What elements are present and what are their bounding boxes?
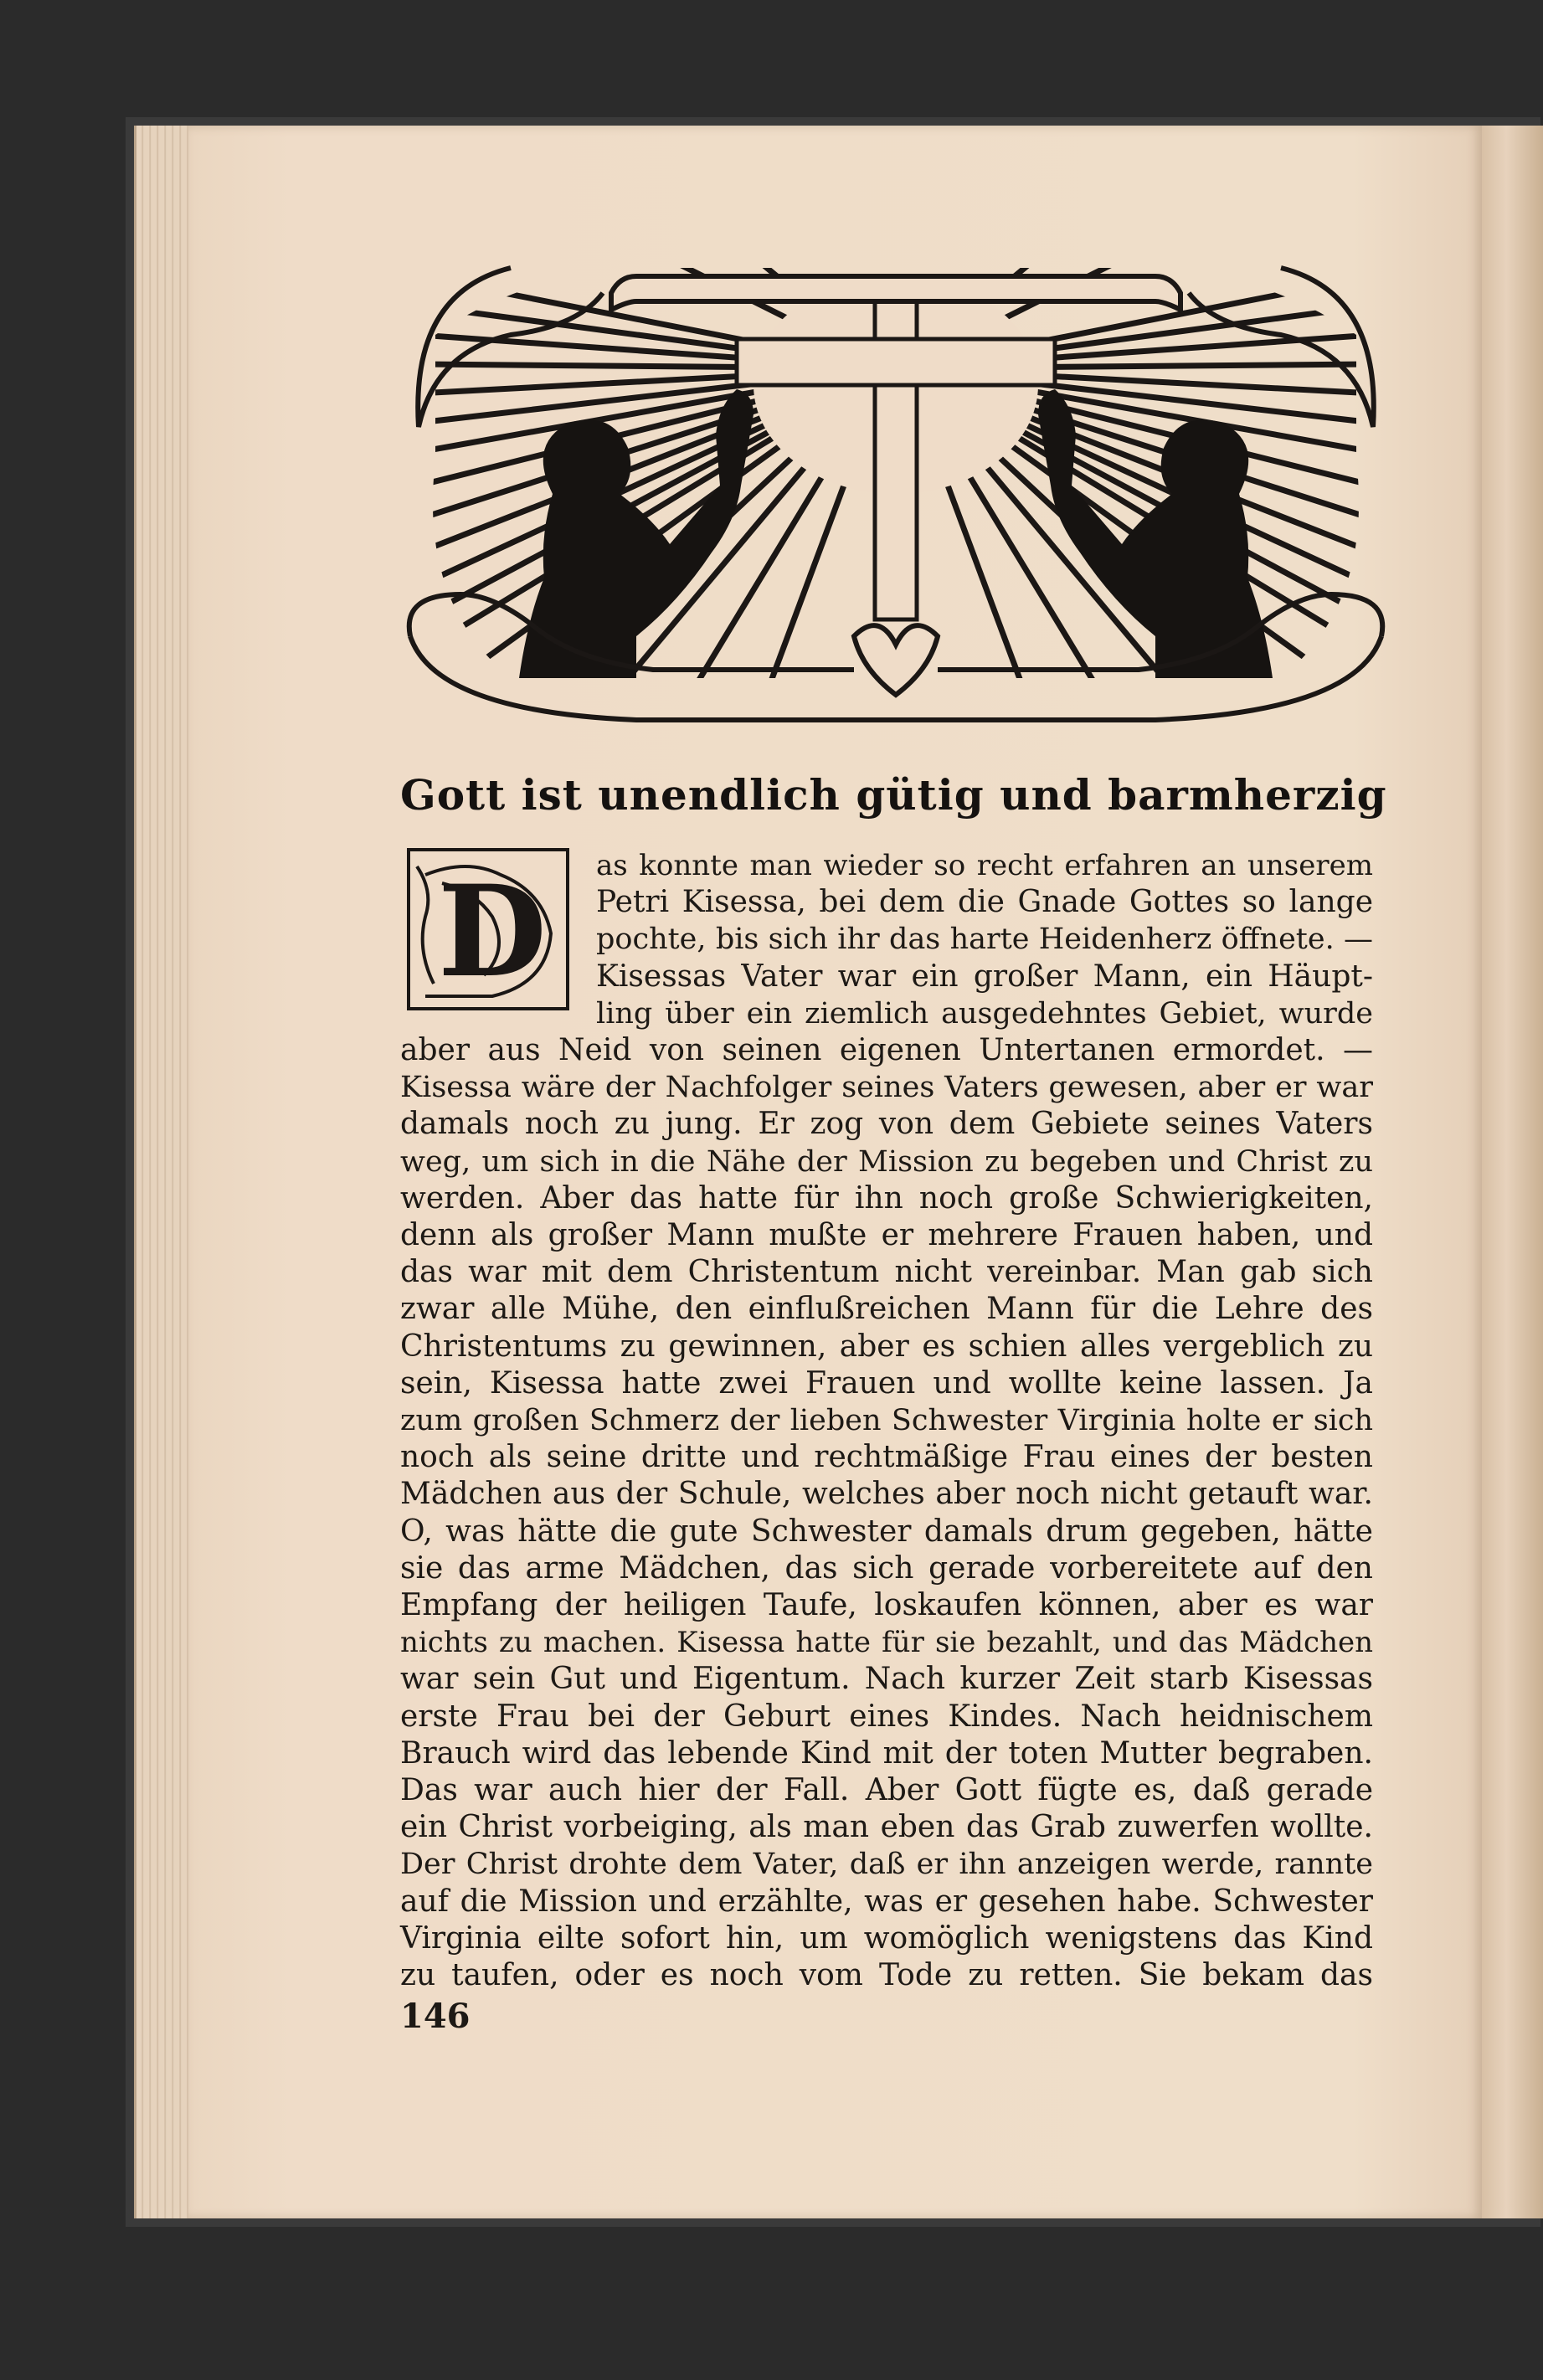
text-line: Brauch wird das lebende Kind mit der toten Mutter begraben. bbox=[400, 1735, 1373, 1771]
drop-cap-ornament bbox=[400, 841, 584, 1017]
text-line: Empfang der heiligen Taufe, loskaufen können, aber es war bbox=[400, 1588, 1373, 1622]
text-line: zu taufen, oder es noch vom Tode zu retten. Sie bekam das bbox=[400, 1958, 1373, 1992]
text-line: O, was hätte die gute Schwester damals drum gegeben, hätte bbox=[400, 1514, 1373, 1549]
text-line: auf die Mission und erzählte, was er gesehen habe. Schwester bbox=[400, 1884, 1373, 1919]
text-line: zwar alle Mühe, den einflußreichen Mann für die Lehre des bbox=[400, 1292, 1373, 1327]
text-line: ling über ein ziemlich ausgedehntes Gebiet, wurde bbox=[596, 996, 1373, 1031]
text-line: zum großen Schmerz der lieben Schwester Virginia holte er sich bbox=[400, 1404, 1373, 1437]
text-line: war sein Gut und Eigentum. Nach kurzer Zeit starb Kisessas bbox=[400, 1662, 1373, 1697]
text-line: as konnte man wieder so recht erfahren an unserem bbox=[596, 849, 1373, 882]
text-line: Christentums zu gewinnen, aber es schien alles vergeblich zu bbox=[400, 1329, 1373, 1364]
text-line: Das war auch hier der Fall. Aber Gott fügte es, daß gerade bbox=[400, 1773, 1373, 1807]
text-line: Der Christ drohte dem Vater, daß er ihn anzeigen werde, rannte bbox=[400, 1848, 1373, 1882]
text-line: werden. Aber das hatte für ihn noch große Schwierigkeiten, bbox=[400, 1180, 1373, 1216]
text-line: denn als großer Mann mußte er mehrere Frauen haben, und bbox=[400, 1218, 1373, 1252]
facing-page-edge bbox=[1482, 126, 1543, 2218]
text-line: weg, um sich in die Nähe der Mission zu begeben und Christ zu bbox=[400, 1144, 1373, 1179]
text-line: Kisessa wäre der Nachfolger seines Vaters gewesen, aber er war bbox=[400, 1071, 1373, 1105]
page-stack-edges bbox=[134, 126, 195, 2218]
text-line: Petri Kisessa, bei dem die Gnade Gottes so lange bbox=[596, 885, 1373, 920]
text-line: Virginia eilte sofort hin, um womöglich wenigstens das Kind bbox=[400, 1920, 1373, 1956]
text-line: sie das arme Mädchen, das sich gerade vorbereitete auf den bbox=[400, 1550, 1373, 1586]
text-line: Mädchen aus der Schule, welches aber noch nicht getauft war. bbox=[400, 1477, 1373, 1512]
drop-cap-letter: D bbox=[437, 858, 548, 1005]
text-line: ein Christ vorbeiging, als man eben das Grab zuwerfen wollte. bbox=[400, 1810, 1373, 1845]
text-line: pochte, bis sich ihr das harte Heidenherz öffnete. — bbox=[596, 923, 1373, 957]
text-line: erste Frau bei der Geburt eines Kindes. Nach heidnischem bbox=[400, 1699, 1373, 1734]
text-line: das war mit dem Christentum nicht vereinbar. Man gab sich bbox=[400, 1255, 1373, 1290]
chapter-heading: Gott ist unendlich gütig und barmherzig bbox=[400, 770, 1387, 820]
text-line: sein, Kisessa hatte zwei Frauen und wollte keine lassen. Ja bbox=[400, 1365, 1373, 1401]
text-line: noch als seine dritte und rechtmäßige Frau eines der besten bbox=[400, 1440, 1373, 1475]
page-number: 146 bbox=[400, 1997, 471, 2036]
text-line: aber aus Neid von seinen eigenen Untertanen ermordet. — bbox=[400, 1033, 1373, 1067]
text-line: Kisessas Vater war ein großer Mann, ein Häupt- bbox=[596, 959, 1373, 994]
text-line: nichts zu machen. Kisessa hatte für sie bezahlt, und das Mädchen bbox=[400, 1626, 1373, 1660]
text-line: damals noch zu jung. Er zog von dem Gebiete seines Vaters bbox=[400, 1107, 1373, 1142]
praying-figures-cross-illustration bbox=[385, 243, 1407, 728]
